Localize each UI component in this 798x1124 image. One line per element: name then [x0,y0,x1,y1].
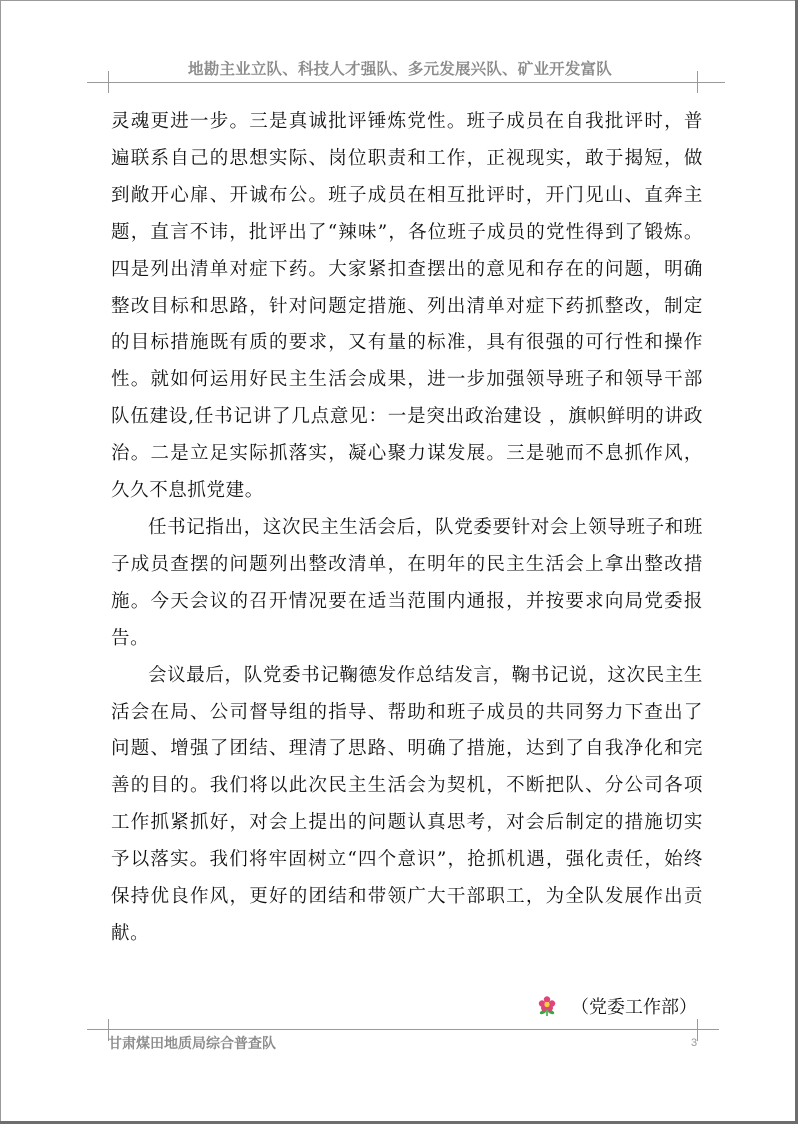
header-divider [108,82,725,83]
page-number: 3 [691,1037,698,1049]
signoff-department: （党委工作部） [571,997,697,1018]
paragraph-1: 灵魂更进一步。三是真诚批评锤炼党性。班子成员在自我批评时，普遍联系自己的思想实际、岗位职责和工作，正视现实，敢于揭短，做到敞开心扉、开诚布公。班子成员在相互批评时，开门见山、直奔主题，直言不讳，批评出了“辣味”，各位班子成员的党性得到了锻炼。四是列出清单对症下药。大家紧扣查摆出的意见和存在的问题，明确整改目标和思路，针对问题定措施、列出清单对症下药抓整改，制定的目标措施既有质的要求，又有量的标准，具有很强的可行性和操作性。就如何运用好民主生活会成果，进一步加强领导班子和领导干部队伍建设,任书记讲了几点意见：一是突出政治建设 ，旗帜鲜明的讲政治。二是立足实际抓落实，凝心聚力谋发展。三是驰而不息抓作风，久久不息抓党建。 [111,111,703,502]
paragraph-2: 任书记指出，这次民主生活会后，队党委要针对会上领导班子和班子成员查摆的问题列出整改清单，在明年的民主生活会上拿出整改措施。今天会议的召开情况要在适当范围内通报，并按要求向局党委报告。 [111,516,703,649]
footer-divider [108,1029,698,1030]
document-body [111,104,703,953]
crop-mark-bottom-left-h [87,1029,109,1030]
page-header-title: 地勘主业立队、科技人才强队、多元发展兴队、矿业开发富队 [188,59,612,78]
crop-mark-bottom-right-h [697,1029,719,1030]
footer-organization: 甘肃煤田地质局综合普查队 [108,1036,276,1052]
paragraph-3: 会议最后，队党委书记鞠德发作总结发言，鞠书记说，这次民主生活会在局、公司督导组的指导、帮助和班子成员的共同努力下查出了问题、增强了团结、理清了思路、明确了措施，达到了自我净化和完善的目的。我们将以此次民主生活会为契机，不断把队、分公司各项工作抓紧抓好，对会上提出的问题认真思考，对会后制定的措施切实予以落实。我们将牢固树立“四个意识”，抢抓机遇，强化责任，始终保持优良作风，更好的团结和带领广大干部职工，为全队发展作出贡献。 [111,664,703,944]
flower-icon [537,995,557,1017]
crop-mark-bottom-right-v [697,1019,698,1041]
signoff [537,991,697,1021]
crop-mark-top-left-h [87,82,109,83]
